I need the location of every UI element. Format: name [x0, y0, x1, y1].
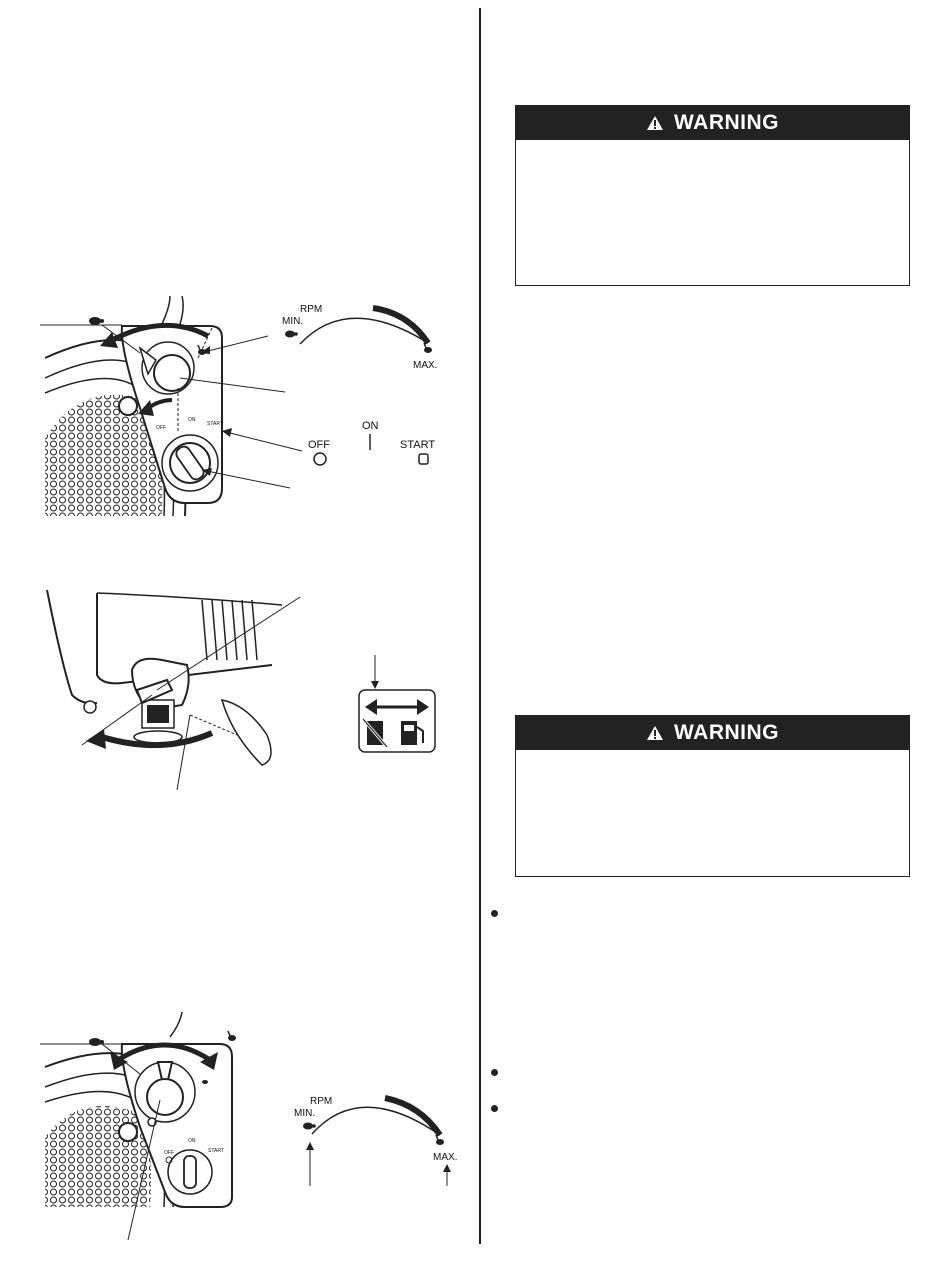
min-label-bottom: MIN. — [294, 1108, 316, 1119]
warning-triangle-icon — [646, 725, 664, 741]
fuel-cup — [147, 705, 169, 723]
rabbit-icon — [228, 1031, 236, 1041]
min-label-top: MIN. — [282, 316, 304, 327]
warning-box-1 — [515, 105, 910, 286]
throttle-knob-2[interactable] — [147, 1079, 183, 1115]
turtle-icon — [285, 331, 298, 338]
bullet-2 — [491, 1069, 498, 1076]
turtle-icon — [303, 1123, 316, 1130]
switch-off-label: OFF — [308, 439, 330, 451]
rpm-label-top: RPM — [300, 304, 323, 315]
figure-rpm-dial-bottom — [290, 1090, 470, 1190]
rpm-label-bottom: RPM — [310, 1096, 333, 1107]
bullet-1 — [491, 910, 498, 917]
figure-rpm-dial-top — [278, 298, 458, 373]
small-off-label-2: OFF — [164, 1150, 174, 1156]
warning-box-2 — [515, 715, 910, 877]
switch-start-label: START — [400, 439, 436, 451]
warning-triangle-icon — [646, 115, 664, 131]
off-symbol-icon — [314, 453, 326, 465]
small-on-label-2: ON — [188, 1138, 196, 1144]
rabbit-icon — [436, 1135, 444, 1145]
rabbit-icon — [424, 343, 432, 353]
warning-header-1 — [516, 106, 909, 140]
bullet-3 — [491, 1105, 498, 1112]
max-label-bottom: MAX. — [433, 1152, 458, 1163]
small-start-label: START — [207, 421, 223, 427]
start-symbol-icon — [419, 454, 428, 464]
switch-on-label: ON — [362, 420, 379, 432]
small-start-label-2: START — [208, 1148, 224, 1154]
turtle-icon — [89, 317, 104, 325]
warning-title-2: WARNING — [674, 721, 779, 744]
column-divider — [479, 8, 481, 1244]
figure-fuel-valve — [42, 585, 322, 790]
max-label-top: MAX. — [413, 360, 438, 371]
figure-throttle-range — [40, 1012, 240, 1242]
warning-title-1: WARNING — [674, 111, 779, 134]
small-off-label: OFF — [156, 425, 166, 431]
figure-switch-positions — [300, 418, 450, 468]
small-on-label: ON — [188, 417, 196, 423]
warning-header-2 — [516, 716, 909, 750]
turtle-icon — [89, 1038, 104, 1046]
rabbit-icon — [202, 1080, 208, 1084]
throttle-knob[interactable] — [154, 355, 190, 391]
panel-screw — [119, 397, 137, 415]
figure-fuel-label — [355, 655, 445, 755]
